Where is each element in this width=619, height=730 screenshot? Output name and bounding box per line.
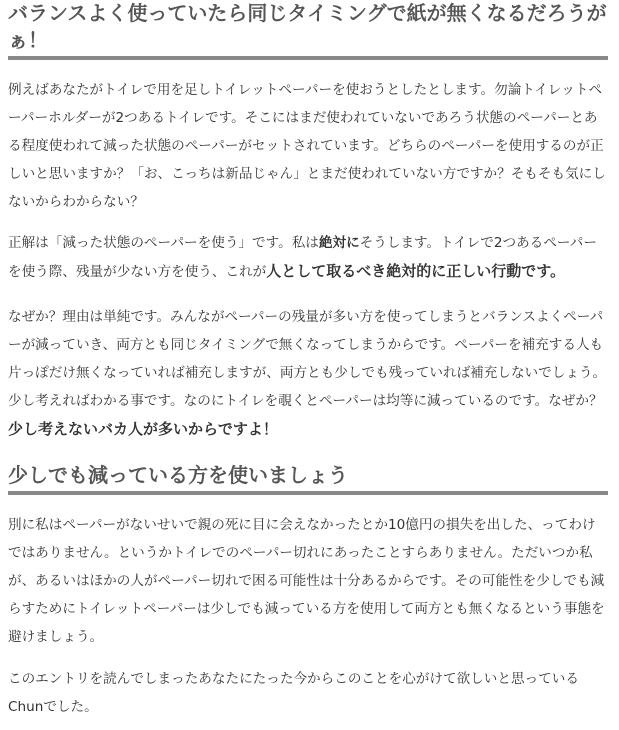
paragraph-answer	[8, 229, 608, 286]
paragraph-reason-bold: 少し考えないバカ人が多いからですよ！	[8, 420, 278, 438]
paragraph-answer-text-a: 正解は「減った状態のペーパーを使う」です。私は	[8, 235, 319, 251]
paragraph-closing: このエントリを読んでしまったあなたにたった今からこのことを心がけて欲しいと思っているChunでした。	[8, 671, 579, 715]
article-title: バランスよく使っていたら同じタイミングで紙が無くなるだろうがぁ！	[8, 0, 608, 60]
paragraph-answer-text-b: そうします。トイレで2つあるペーパーを使う際、残量が少ない方を使う、これが	[8, 235, 597, 280]
paragraph-reason-text: なぜか？理由は単純です。みんながペーパーの残量が多い方を使ってしまうとバランスよくペーパーが減っていき、両方とも同じタイミングで無くなってしまうからです。ペーパーを補充する人も片っぽだけ無くなっていれば補充しますが、両方とも少しでも残っていれば補充しないでしょう。少し考えればわかる事です。なのにトイレを覗くとペーパーは均等に減っているのです。なぜか？	[8, 309, 607, 409]
paragraph-clarification: 別に私はペーパーがないせいで親の死に目に会えなかったとか10億円の損失を出した、ってわけではありません。というかトイレでのペーパー切れにあったことすらありません。ただいつか私が、あるいはほかの人がペーパー切れで困る可能性は十分あるからです。その可能性を少しでも減らすためにトイレットペーパーは少しでも減っている方を使用して両方とも無くなるという事態を避けましょう。	[8, 517, 605, 645]
paragraph-answer-bold-a: 絶対に	[318, 235, 360, 251]
paragraph-answer-bold-b: 人として取るべき絶対的に正しい行動です。	[266, 262, 566, 280]
paragraph-reason	[8, 303, 608, 444]
section-heading: 少しでも減っている方を使いましょう	[8, 462, 608, 495]
paragraph-example: 例えばあなたがトイレで用を足しトイレットペーパーを使おうとしたとします。勿論トイレットペーパーホルダーが2つあるトイレです。そこにはまだ使われていないであろう状態のペーパーとある程度使われて減った状態のペーパーがセットされています。どちらのペーパーを使用するのが正しいと思いますか？「お、こっちは新品じゃん」とまだ使われていない方ですか？そもそも気にしないからわからない？	[8, 82, 606, 210]
